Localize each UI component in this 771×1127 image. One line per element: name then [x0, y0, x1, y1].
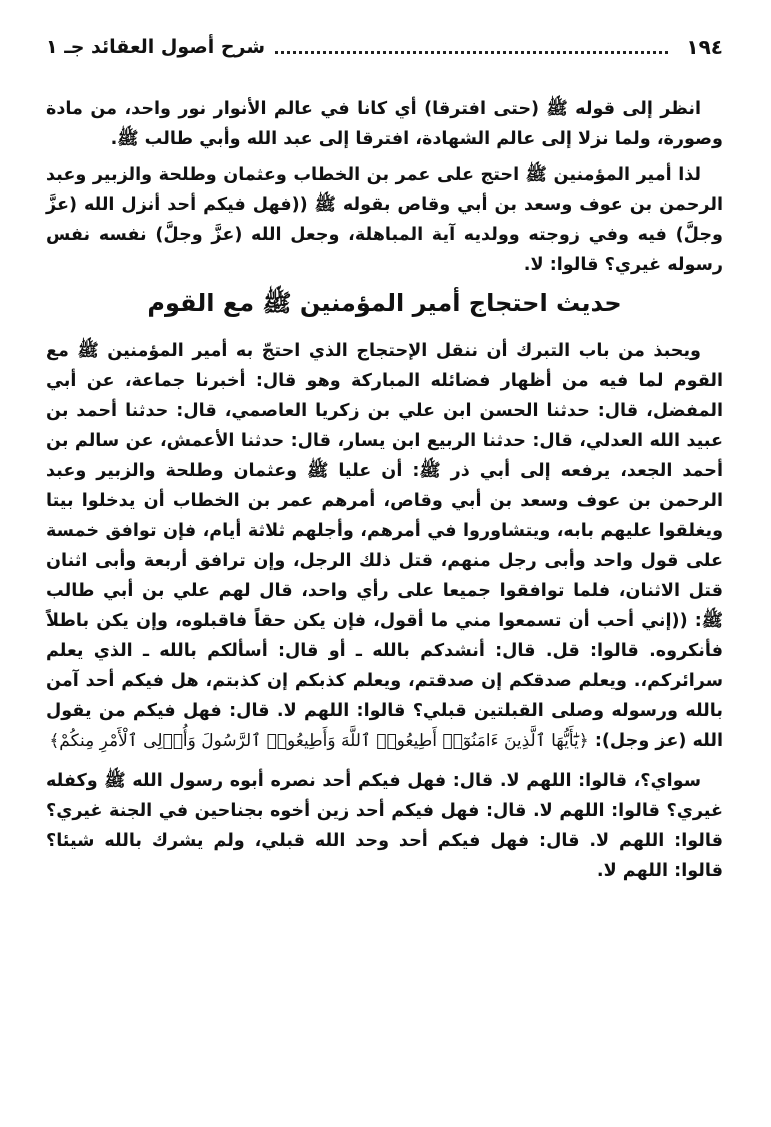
- paragraph-1: انظر إلى قوله ﷺ (حتى افترقا) أي كانا في عالم الأنوار نور واحد، من مادة وصورة، ولما نزلا إلى عالم الشهادة، افترقا إلى عبد الله وأبي طالب ﷺ.: [46, 99, 723, 149]
- header-dotted-leader: [275, 51, 668, 54]
- paragraph-3: [46, 336, 723, 756]
- running-title: شرح أصول العقائد جـ ١: [46, 36, 266, 58]
- paragraph-3-text: ويحبذ من باب التبرك أن ننقل الإحتجاج الذي احتجّ به أمير المؤمنين ﷺ مع القوم لما فيه من أظهار فضائله المباركة وهو قال: أخبرنا جماعة، عن أبي المفضل، قال: حدثنا الحسن ابن علي بن زكريا العاصمي، قال: حدثنا أحمد بن عبيد الله العدلي، قال: حدثنا الربيع ابن يسار، قال: حدثنا الأعمش، عن سالم بن أحمد الجعد، يرفعه إلى أبي ذر ﷺ: أن عليا ﷺ وعثمان وطلحة والزبير وعبد الرحمن بن عوف وسعد بن أبي وقاص، أمرهم عمر بن الخطاب أن يدخلوا بيتا ويغلقوا عليهم بابه، ويتشاوروا في أمرهم، وأجلهم ثلاثة أيام، فإن توافق خمسة على قول واحد وأبى رجل منهم، قتل ذلك الرجل، وإن ترافق أربعة وأبى اثنان قتل الاثنان، فلما توافقوا جميعا على رأي واحد، قال لهم علي بن أبي طالب ﷺ: ((إني أحب أن تسمعوا مني ما أقول، فإن يكن حقاً فاقبلوه، وإن يكن باطلاً فأنكروه. قالوا: قل. قال: أنشدكم بالله ـ أو قال: أسألكم بالله ـ الذي يعلم سرائركم،. ويعلم صدقكم إن صدقتم، ويعلم كذبكم إن كذبتم، هل فيكم أحد آمن بالله ورسوله وصلى القبلتين قبلي؟ قالوا: اللهم لا. قال: فهل فيكم من يقول الله (عز وجل):: [46, 341, 723, 751]
- paragraph-2: لذا أمير المؤمنين ﷺ احتج على عمر بن الخطاب وعثمان وطلحة والزبير وعبد الرحمن بن عوف وسعد بن أبي وقاص بقوله ﷺ ((فهل فيكم أحد أنزل الله (عزَّ وجلَّ) فيه وفي زوجته وولديه آية المباهلة، وجعل الله (عزَّ وجلَّ) نفسه نفس رسوله غيري؟ قالوا: لا.: [46, 165, 723, 275]
- quran-verse: ﴿يَٰٓأَيُّهَا ٱلَّذِينَ ءَامَنُوٓا۟ أَطِيعُوا۟ ٱللَّهَ وَأَطِيعُوا۟ ٱلرَّسُولَ وَأُو۟لِى ٱلْأَمْرِ مِنكُمْ﴾: [49, 731, 589, 751]
- paragraph-4: سواي؟، قالوا: اللهم لا. قال: فهل فيكم أحد نصره أبوه رسول الله ﷺ وكفله غيري؟ قالوا: اللهم لا. قال: فهل فيكم أحد زين أخوه بجناحين في الجنة غيري؟ قالوا: اللهم لا. قال: فهل فيكم أحد وحد الله قبلي، ولم يشرك بالله شيئا؟ قالوا: اللهم لا.: [46, 771, 723, 881]
- page-number: ١٩٤: [686, 35, 723, 59]
- section-heading: حديث احتجاج أمير المؤمنين ﷺ مع القوم: [147, 289, 622, 317]
- page-header: [46, 30, 723, 64]
- page-body: [46, 94, 723, 886]
